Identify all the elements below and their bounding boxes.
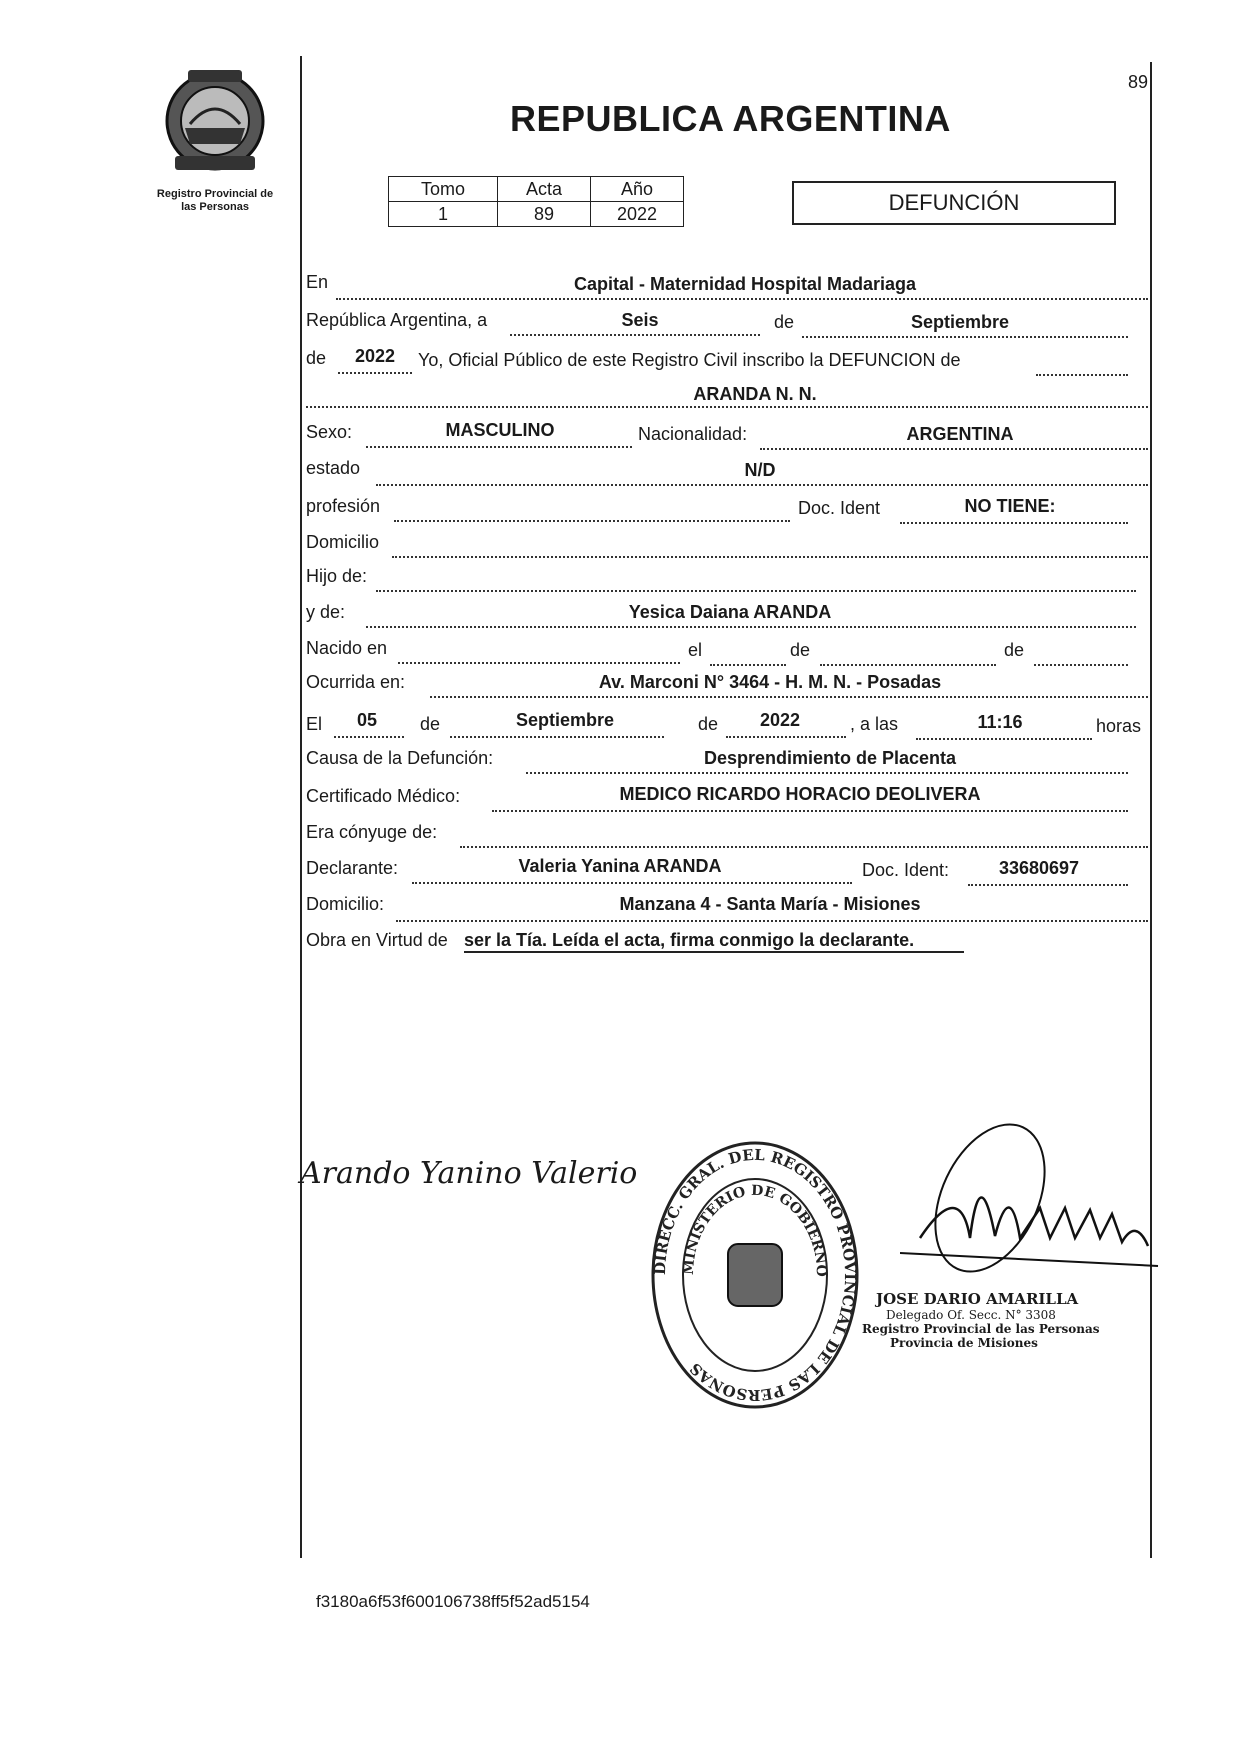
dotted-line [392, 556, 1148, 558]
dotted-line [460, 846, 1148, 848]
tomo-value: 1 [389, 202, 498, 227]
label-estado: estado [306, 458, 361, 478]
label-hijo-de: Hijo de: [306, 566, 368, 586]
label-nacido-en: Nacido en [306, 638, 388, 658]
dotted-line [366, 446, 632, 448]
label-de: de [1004, 640, 1025, 660]
left-border-line [300, 56, 302, 1558]
value-mes: Septiembre [910, 312, 1010, 332]
value-sexo: MASCULINO [445, 420, 555, 440]
dotted-line [526, 772, 1128, 774]
value-anio-def: 2022 [759, 710, 801, 730]
label-horas: horas [1096, 716, 1142, 736]
official-seal [650, 1140, 860, 1410]
registry-caption [140, 188, 290, 214]
value-declarante-doc: 33680697 [998, 858, 1080, 878]
dotted-line [398, 662, 680, 664]
label-de: de [420, 714, 441, 734]
seal-outer-text: DIRECC. GRAL. DEL REGISTRO PROVINCIAL DE LAS PERSONAS [650, 1145, 860, 1405]
dotted-line [376, 590, 1136, 592]
dotted-line [366, 626, 1136, 628]
label-doc-ident2: Doc. Ident: [862, 860, 950, 880]
dotted-line [916, 738, 1092, 740]
registry-caption-line1: Registro Provincial de [156, 188, 274, 200]
label-el: el [688, 640, 703, 660]
label-declarante: Declarante: [306, 858, 399, 878]
official-signature [900, 1118, 1160, 1298]
anio-value: 2022 [591, 202, 684, 227]
value-obra: ser la Tía. Leída el acta, firma conmigo la declarante. [464, 930, 964, 953]
dotted-line [726, 736, 846, 738]
label-de: de [306, 348, 327, 368]
label-causa: Causa de la Defunción: [306, 748, 494, 768]
dotted-line [336, 298, 1148, 300]
dotted-line [306, 406, 1148, 408]
label-domicilio: Domicilio [306, 532, 380, 552]
dotted-line [394, 520, 790, 522]
page-number: 89 [1128, 72, 1149, 92]
dotted-line [820, 664, 996, 666]
dotted-line [710, 664, 786, 666]
record-type-box [792, 181, 1116, 225]
value-causa: Desprendimiento de Placenta [703, 748, 957, 768]
official-name: JOSE DARIO AMARILLA [876, 1290, 1079, 1308]
value-nombre: ARANDA N. N. [693, 384, 817, 404]
signature-scribble-icon [900, 1118, 1160, 1298]
value-declarante: Valeria Yanina ARANDA [518, 856, 722, 876]
label-domicilio2: Domicilio: [306, 894, 385, 914]
label-de: de [790, 640, 811, 660]
page-title: REPUBLICA ARGENTINA [510, 98, 951, 139]
dotted-line [376, 484, 1148, 486]
value-ocurrida-en: Av. Marconi N° 3464 - H. M. N. - Posadas [598, 672, 942, 692]
value-madre: Yesica Daiana ARANDA [628, 602, 832, 622]
registry-caption-line2: las Personas [181, 201, 249, 213]
dotted-line [1036, 374, 1128, 376]
official-province: Provincia de Misiones [890, 1336, 1038, 1350]
value-dia: Seis [621, 310, 659, 330]
tomo-header: Tomo [389, 177, 498, 202]
dotted-line [412, 882, 852, 884]
dotted-line [334, 736, 404, 738]
value-dia-num: 05 [356, 710, 378, 730]
dotted-line [802, 336, 1128, 338]
value-anio: 2022 [354, 346, 396, 366]
value-nacionalidad: ARGENTINA [906, 424, 1014, 444]
right-border-line [1150, 62, 1152, 1558]
dotted-line [492, 810, 1128, 812]
label-en: En [306, 272, 329, 292]
label-sexo: Sexo: [306, 422, 353, 442]
official-registry: Registro Provincial de las Personas [862, 1322, 1100, 1336]
acta-value: 89 [498, 202, 591, 227]
official-role: Delegado Of. Secc. N° 3308 [886, 1308, 1056, 1322]
anio-header: Año [591, 177, 684, 202]
label-profesion: profesión [306, 496, 381, 516]
register-table [388, 176, 684, 227]
dotted-line [1034, 664, 1128, 666]
label-de: de [774, 312, 795, 332]
value-mes-def: Septiembre [515, 710, 615, 730]
seal-inner-text: MINISTERIO DE GOBIERNO [680, 1182, 830, 1278]
seal-icon [650, 1140, 860, 1410]
label-certificado: Certificado Médico: [306, 786, 461, 806]
dotted-line [450, 736, 664, 738]
record-type: DEFUNCIÓN [888, 190, 1020, 215]
dotted-line [760, 448, 1148, 450]
label-doc-ident: Doc. Ident [798, 498, 881, 518]
dotted-line [900, 522, 1128, 524]
dotted-line [510, 334, 760, 336]
dotted-line [338, 372, 412, 374]
label-yo-oficial: Yo, Oficial Público de este Registro Civil inscribo la DEFUNCION de [418, 350, 961, 370]
value-lugar: Capital - Maternidad Hospital Madariaga [573, 274, 917, 294]
value-doc-ident: NO TIENE: [964, 496, 1056, 516]
document-hash: f3180a6f53f600106738ff5f52ad5154 [316, 1592, 590, 1611]
province-logo [160, 66, 270, 176]
label-obra: Obra en Virtud de [306, 930, 448, 950]
label-conyuge: Era cónyuge de: [306, 822, 438, 842]
label-a-las: , a las [850, 714, 899, 734]
value-hora: 11:16 [977, 712, 1023, 732]
acta-header: Acta [498, 177, 591, 202]
dotted-line [968, 884, 1128, 886]
label-republica: República Argentina, a [306, 310, 488, 330]
value-declarante-domicilio: Manzana 4 - Santa María - Misiones [619, 894, 921, 914]
value-estado: N/D [744, 460, 776, 480]
label-el-cap: El [306, 714, 323, 734]
declarant-signature: Arando Yanino Valerio [300, 1156, 638, 1191]
dotted-line [396, 920, 1148, 922]
label-ocurrida-en: Ocurrida en: [306, 672, 406, 692]
official-stamp [862, 1290, 1122, 1350]
label-y-de: y de: [306, 602, 346, 622]
label-nacionalidad: Nacionalidad: [638, 424, 748, 444]
value-certificado: MEDICO RICARDO HORACIO DEOLIVERA [619, 784, 981, 804]
misiones-emblem-icon [160, 66, 270, 176]
label-de: de [698, 714, 719, 734]
dotted-line [430, 696, 1148, 698]
